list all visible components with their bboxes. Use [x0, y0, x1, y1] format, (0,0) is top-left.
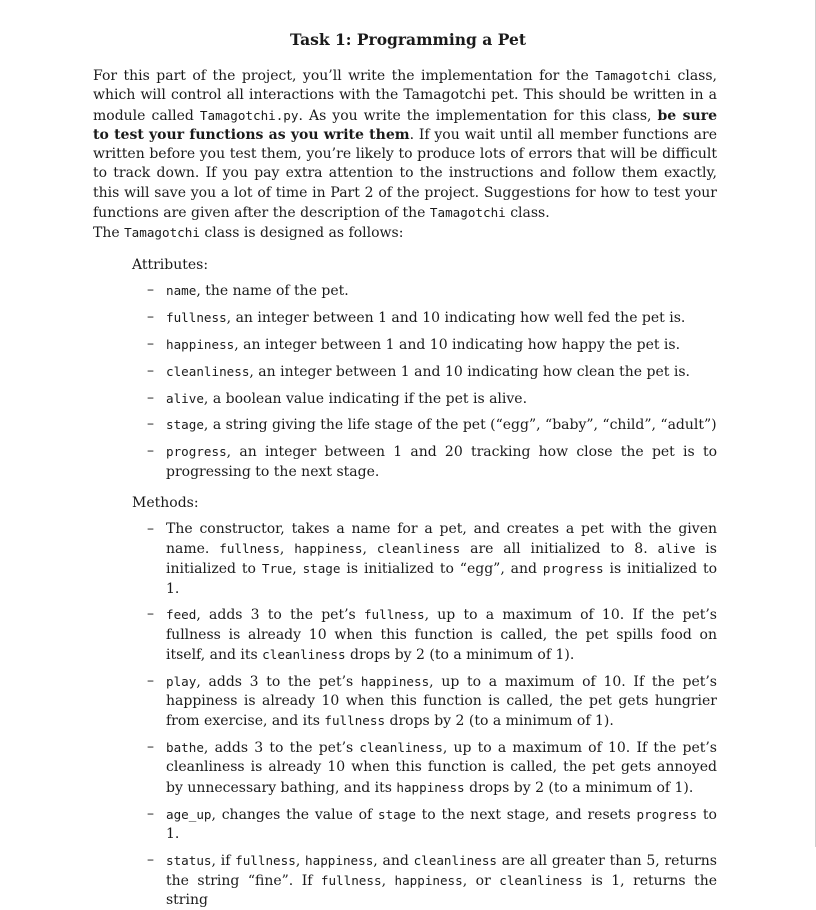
attribute-text: , an integer between 1 and 10 indicating how clean the pet is.: [249, 363, 690, 380]
attribute-text: , the name of the pet.: [196, 283, 349, 300]
method-code: fullness: [219, 540, 280, 556]
method-play: [166, 672, 717, 732]
document-body: [93, 66, 717, 910]
method-code: feed: [166, 607, 197, 623]
method-code: stage: [302, 561, 341, 577]
intro-text: For this part of the project, you’ll write the implementation for the: [93, 68, 596, 84]
method-text: drops by 2 (to a minimum of 1).: [464, 779, 694, 796]
method-code: play: [166, 673, 197, 689]
method-status: [166, 851, 717, 910]
intro-text: class, which will control all interactions with the Tamagotchi pet. This should be written in a module called: [93, 68, 717, 124]
method-text: , adds 3 to the pet’s: [196, 673, 361, 690]
attributes-heading: Attributes:: [132, 256, 209, 273]
method-text: , changes the value of: [211, 806, 378, 823]
method-code: happiness: [394, 872, 463, 888]
method-text: , up to a maximum of 10. If the pet’s cleanliness is already 10 when this function is called, the pet gets annoyed by unnecessary bathing, and its: [166, 740, 717, 796]
methods-list: [93, 520, 717, 910]
method-text: to the next stage, and resets: [415, 806, 637, 823]
method-text: ,: [279, 540, 295, 557]
module-name-code: Tamagotchi.py: [199, 107, 299, 123]
method-constructor: [166, 520, 717, 599]
attribute-text: , a boolean value indicating if the pet is alive.: [203, 390, 528, 407]
attribute-code: stage: [166, 417, 204, 433]
method-text: , up to a maximum of 10. If the pet’s happiness is already 10 when this function is called, the pet gets hungrier from exercise, and its: [166, 673, 717, 730]
intro-text: . If you wait until all member functions are written before you test them, you’re likely to produce lots of errors that will be difficult to track down. If you pay extra attention to the instructions and follow them exactly, this will save you a lot of time in Part 2 of the project. Suggestions for how to test your functions are given after the description of the: [93, 126, 718, 222]
emphasis-text: be sure to test your functions as you write them: [93, 107, 717, 143]
intro-paragraph: [93, 66, 717, 223]
method-code: progress: [636, 806, 698, 822]
method-text: , or: [462, 872, 500, 889]
method-text: drops by 2 (to a minimum of 1).: [345, 646, 575, 663]
method-text: are all greater than 5, returns the string “fine”. If: [166, 852, 717, 889]
method-age-up: [166, 805, 717, 845]
method-code: fullness: [320, 872, 382, 888]
method-code: happiness: [305, 852, 374, 868]
method-code: alive: [657, 540, 696, 556]
method-text: is initialized to: [166, 540, 717, 578]
class-name-code: Tamagotchi: [429, 205, 506, 221]
page-title: Task 1: Programming a Pet: [290, 30, 526, 49]
attribute-item: [166, 389, 717, 409]
method-bathe: [166, 738, 717, 798]
attribute-item: [166, 362, 717, 382]
attributes-list: [93, 281, 717, 481]
method-code: cleanliness: [413, 852, 497, 868]
class-name-code: Tamagotchi: [124, 225, 200, 241]
method-code: status: [166, 852, 212, 868]
intro-text: . As you write the implementation for this class,: [298, 107, 658, 124]
attribute-text: , an integer between 1 and 10 indicating how happy the pet is.: [234, 337, 681, 354]
method-text: ,: [292, 561, 303, 578]
class-name-code: Tamagotchi: [595, 68, 672, 83]
design-text: class is designed as follows:: [199, 225, 404, 242]
attribute-code: progress: [166, 444, 227, 460]
method-text: , up to a maximum of 10. If the pet’s fullness is already 10 when this function is called, the pet spills food on itself, and its: [166, 607, 717, 663]
method-code: fullness: [363, 607, 425, 623]
method-text: drops by 2 (to a minimum of 1).: [385, 713, 614, 730]
method-code: bathe: [166, 740, 204, 756]
attribute-code: alive: [166, 390, 204, 406]
attribute-code: name: [166, 283, 197, 299]
method-code: happiness: [360, 673, 430, 689]
method-code: cleanliness: [376, 540, 461, 556]
method-feed: [166, 605, 717, 665]
method-code: happiness: [396, 779, 465, 795]
attribute-code: fullness: [166, 310, 227, 326]
method-code: fullness: [324, 713, 386, 729]
method-text: ,: [295, 852, 306, 869]
method-text: are all initialized to 8.: [460, 540, 658, 557]
method-text: The constructor, takes a name for a pet, and creates a pet with the given name.: [166, 520, 717, 557]
attribute-code: cleanliness: [166, 363, 250, 379]
method-code: True: [261, 561, 293, 577]
attribute-text: , an integer between 1 and 20 tracking how close the pet is to progressing to the next stage.: [166, 444, 717, 480]
attribute-text: , an integer between 1 and 10 indicating how well fed the pet is.: [226, 310, 686, 327]
attribute-item: [166, 415, 717, 435]
attribute-code: happiness: [166, 337, 235, 353]
method-code: cleanliness: [359, 740, 443, 756]
method-code: age_up: [166, 806, 212, 822]
method-code: cleanliness: [262, 646, 346, 662]
method-text: , adds 3 to the pet’s: [203, 740, 360, 757]
methods-heading: Methods:: [132, 494, 199, 511]
method-text: , and: [373, 852, 414, 869]
method-text: is initialized to 1.: [166, 561, 717, 597]
attribute-item: [166, 442, 717, 482]
method-code: fullness: [235, 852, 296, 868]
method-text: , adds 3 to the pet’s: [196, 607, 364, 624]
design-line: [93, 223, 717, 243]
method-text: is 1, returns the string: [166, 872, 717, 909]
attribute-item: [166, 335, 717, 355]
method-text: ,: [362, 540, 377, 557]
attribute-text: , a string giving the life stage of the pet (“egg”, “baby”, “child”, “adult”): [203, 417, 717, 434]
method-text: to 1.: [166, 806, 717, 842]
method-code: cleanliness: [499, 872, 583, 888]
method-code: happiness: [294, 540, 363, 556]
method-text: ,: [381, 872, 395, 889]
design-text: The: [93, 225, 125, 242]
method-code: stage: [377, 806, 416, 822]
intro-text: class.: [505, 205, 550, 222]
method-text: is initialized to “egg”, and: [340, 561, 543, 578]
method-text: , if: [211, 852, 236, 869]
attribute-item: [166, 308, 717, 328]
attribute-item: [166, 281, 717, 301]
method-code: progress: [542, 561, 604, 577]
